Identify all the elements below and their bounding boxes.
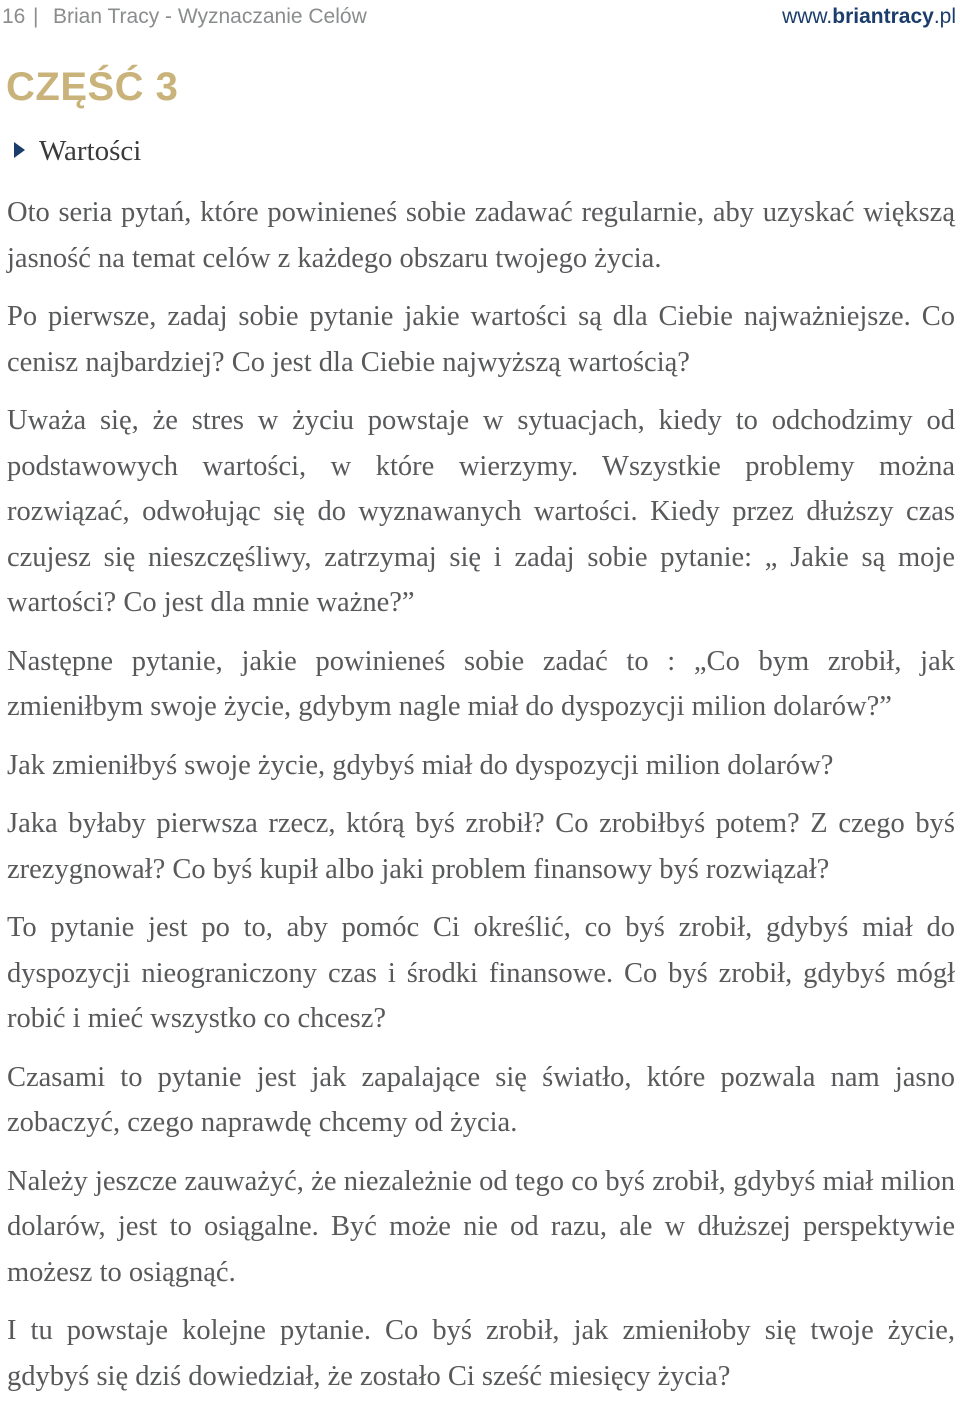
site-suffix: .pl	[933, 5, 956, 28]
header-separator: |	[33, 5, 39, 28]
paragraph: I tu powstaje kolejne pytanie. Co byś zrobił, jak zmieniłoby się twoje życie, gdybyś się dziś dowiedział, że zostało Ci sześć miesięcy życia?	[7, 1315, 955, 1392]
body-text	[7, 190, 955, 1412]
site-name: briantracy	[832, 5, 934, 28]
book-title: Brian Tracy - Wyznaczanie Celów	[53, 5, 367, 28]
part-title: CZĘŚĆ 3	[6, 65, 179, 109]
paragraph: Następne pytanie, jakie powinieneś sobie zadać to : „Co bym zrobił, jak zmieniłbym swoje życie, gdybym nagle miał do dyspozycji milion dolarów?”	[7, 645, 955, 722]
section-heading	[14, 132, 141, 170]
paragraph: To pytanie jest po to, aby pomóc Ci określić, co byś zrobił, gdybyś miał do dyspozycji nieograniczony czas i środki finansowe. Co byś zrobił, gdybyś mógł robić i mieć wszystko co chcesz?	[7, 912, 955, 1034]
paragraph: Po pierwsze, zadaj sobie pytanie jakie wartości są dla Ciebie najważniejsze. Co cenisz najbardziej? Co jest dla Ciebie najwyższą wartością?	[7, 301, 955, 378]
section-heading-text: Wartości	[39, 135, 142, 167]
paragraph: Jaka byłaby pierwsza rzecz, którą byś zrobił? Co zrobiłbyś potem? Z czego byś zrezygnował? Co byś kupił albo jaki problem finansowy byś rozwiązał?	[7, 808, 955, 885]
website-link[interactable]	[782, 0, 956, 34]
paragraph: Uważa się, że stres w życiu powstaje w sytuacjach, kiedy to odchodzimy od podstawowych wartości, w które wierzymy. Wszystkie problemy można rozwiązać, odwołując się do wyznawanych wartości. Kiedy przez dłuższy czas czujesz się nieszczęśliwy, zatrzymaj się i zadaj sobie pytanie: „ Jakie są moje wartości? Co jest dla mnie ważne?”	[7, 405, 955, 618]
page-number: 16	[2, 5, 26, 28]
triangle-right-icon	[14, 142, 25, 158]
page-header	[0, 0, 960, 34]
paragraph: Czasami to pytanie jest jak zapalające się światło, które pozwala nam jasno zobaczyć, czego naprawdę chcemy od życia.	[7, 1061, 955, 1138]
paragraph: Należy jeszcze zauważyć, że niezależnie od tego co byś zrobił, gdybyś miał milion dolarów, jest to osiągalne. Być może nie od razu, ale w dłuższej perspektywie możesz to osiągnąć.	[7, 1165, 955, 1288]
paragraph: Oto seria pytań, które powinieneś sobie zadawać regularnie, aby uzyskać większą jasność na temat celów z każdego obszaru twojego życia.	[7, 197, 955, 274]
site-prefix: www.	[782, 5, 833, 28]
paragraph: Jak zmieniłbyś swoje życie, gdybyś miał do dyspozycji milion dolarów?	[7, 749, 834, 781]
